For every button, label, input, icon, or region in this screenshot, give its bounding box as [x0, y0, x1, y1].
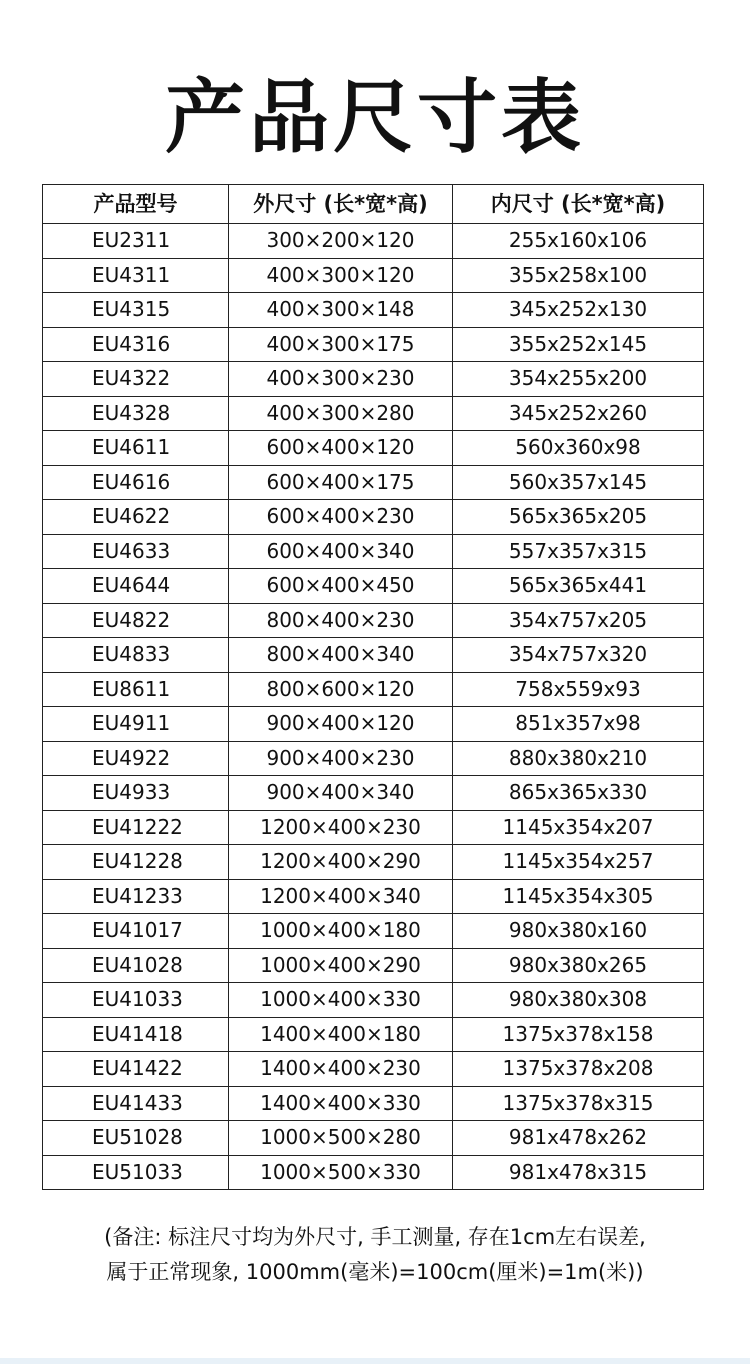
footnote-line-2: 属于正常现象, 1000mm(毫米)=100cm(厘米)=1m(米))	[106, 1260, 644, 1284]
cell-outer-size: 300×200×120	[229, 224, 453, 259]
cell-outer-size: 600×400×340	[229, 534, 453, 569]
table-row	[43, 362, 704, 397]
table-row	[43, 396, 704, 431]
cell-outer-size: 900×400×120	[229, 707, 453, 742]
cell-inner-size: 1145x354x305	[453, 879, 704, 914]
cell-inner-size: 1145x354x207	[453, 810, 704, 845]
cell-outer-size: 1200×400×290	[229, 845, 453, 880]
cell-model: EU41433	[43, 1086, 229, 1121]
cell-inner-size: 980x380x160	[453, 914, 704, 949]
cell-inner-size: 1375x378x208	[453, 1052, 704, 1087]
table-row	[43, 638, 704, 673]
cell-inner-size: 981x478x315	[453, 1155, 704, 1190]
cell-model: EU41228	[43, 845, 229, 880]
cell-model: EU4933	[43, 776, 229, 811]
table-row	[43, 707, 704, 742]
cell-outer-size: 600×400×120	[229, 431, 453, 466]
cell-model: EU4616	[43, 465, 229, 500]
table-header	[43, 185, 704, 224]
cell-inner-size: 865x365x330	[453, 776, 704, 811]
table-row	[43, 741, 704, 776]
table-row	[43, 500, 704, 535]
table-row	[43, 810, 704, 845]
table-row	[43, 224, 704, 259]
cell-outer-size: 400×300×230	[229, 362, 453, 397]
cell-model: EU41033	[43, 983, 229, 1018]
header-inner-size: 内尺寸 (长*宽*高)	[453, 185, 704, 224]
table-row	[43, 1052, 704, 1087]
cell-inner-size: 851x357x98	[453, 707, 704, 742]
cell-inner-size: 560x360x98	[453, 431, 704, 466]
table-row	[43, 293, 704, 328]
cell-outer-size: 1000×500×330	[229, 1155, 453, 1190]
cell-inner-size: 355x252x145	[453, 327, 704, 362]
cell-outer-size: 900×400×340	[229, 776, 453, 811]
cell-inner-size: 880x380x210	[453, 741, 704, 776]
cell-model: EU51033	[43, 1155, 229, 1190]
cell-inner-size: 981x478x262	[453, 1121, 704, 1156]
table-row	[43, 569, 704, 604]
cell-outer-size: 600×400×230	[229, 500, 453, 535]
cell-inner-size: 1375x378x158	[453, 1017, 704, 1052]
table-body	[43, 224, 704, 1190]
cell-model: EU41233	[43, 879, 229, 914]
cell-outer-size: 400×300×175	[229, 327, 453, 362]
table-row	[43, 465, 704, 500]
cell-inner-size: 560x357x145	[453, 465, 704, 500]
cell-inner-size: 1145x354x257	[453, 845, 704, 880]
header-row	[43, 185, 704, 224]
cell-model: EU4922	[43, 741, 229, 776]
cell-outer-size: 600×400×450	[229, 569, 453, 604]
cell-outer-size: 1200×400×230	[229, 810, 453, 845]
cell-outer-size: 800×600×120	[229, 672, 453, 707]
cell-outer-size: 900×400×230	[229, 741, 453, 776]
cell-outer-size: 800×400×230	[229, 603, 453, 638]
cell-model: EU4311	[43, 258, 229, 293]
table-row	[43, 431, 704, 466]
cell-inner-size: 345x252x260	[453, 396, 704, 431]
cell-model: EU4611	[43, 431, 229, 466]
footnote-line-1: (备注: 标注尺寸均为外尺寸, 手工测量, 存在1cm左右误差,	[104, 1225, 646, 1249]
table-row	[43, 603, 704, 638]
cell-outer-size: 1400×400×230	[229, 1052, 453, 1087]
table-row	[43, 258, 704, 293]
cell-model: EU2311	[43, 224, 229, 259]
cell-model: EU4322	[43, 362, 229, 397]
table-row	[43, 948, 704, 983]
header-model: 产品型号	[43, 185, 229, 224]
cell-model: EU4328	[43, 396, 229, 431]
cell-model: EU4315	[43, 293, 229, 328]
cell-inner-size: 1375x378x315	[453, 1086, 704, 1121]
table-row	[43, 914, 704, 949]
cell-model: EU4822	[43, 603, 229, 638]
cell-outer-size: 400×300×120	[229, 258, 453, 293]
cell-outer-size: 400×300×280	[229, 396, 453, 431]
table-row	[43, 672, 704, 707]
cell-inner-size: 565x365x205	[453, 500, 704, 535]
header-outer-size: 外尺寸 (长*宽*高)	[229, 185, 453, 224]
cell-inner-size: 557x357x315	[453, 534, 704, 569]
cell-outer-size: 1000×400×180	[229, 914, 453, 949]
table-row	[43, 327, 704, 362]
cell-inner-size: 980x380x265	[453, 948, 704, 983]
table-row	[43, 1017, 704, 1052]
table-row	[43, 845, 704, 880]
cell-model: EU41422	[43, 1052, 229, 1087]
size-table	[42, 184, 704, 1190]
cell-model: EU4644	[43, 569, 229, 604]
cell-outer-size: 800×400×340	[229, 638, 453, 673]
cell-outer-size: 1200×400×340	[229, 879, 453, 914]
table-row	[43, 1155, 704, 1190]
table-row	[43, 534, 704, 569]
cell-inner-size: 345x252x130	[453, 293, 704, 328]
cell-model: EU41028	[43, 948, 229, 983]
cell-inner-size: 354x757x205	[453, 603, 704, 638]
cell-inner-size: 980x380x308	[453, 983, 704, 1018]
table-row	[43, 776, 704, 811]
cell-model: EU8611	[43, 672, 229, 707]
cell-outer-size: 600×400×175	[229, 465, 453, 500]
table-row	[43, 879, 704, 914]
cell-outer-size: 400×300×148	[229, 293, 453, 328]
cell-inner-size: 355x258x100	[453, 258, 704, 293]
cell-model: EU4316	[43, 327, 229, 362]
cell-inner-size: 354x255x200	[453, 362, 704, 397]
cell-model: EU4622	[43, 500, 229, 535]
cell-model: EU4911	[43, 707, 229, 742]
page-title: 产品尺寸表	[165, 71, 585, 164]
cell-model: EU41017	[43, 914, 229, 949]
cell-inner-size: 565x365x441	[453, 569, 704, 604]
footnote	[0, 1220, 750, 1290]
cell-outer-size: 1400×400×180	[229, 1017, 453, 1052]
table-row	[43, 1121, 704, 1156]
cell-outer-size: 1400×400×330	[229, 1086, 453, 1121]
bottom-divider	[0, 1358, 750, 1364]
cell-inner-size: 758x559x93	[453, 672, 704, 707]
cell-inner-size: 354x757x320	[453, 638, 704, 673]
table-row	[43, 983, 704, 1018]
cell-model: EU51028	[43, 1121, 229, 1156]
cell-outer-size: 1000×400×290	[229, 948, 453, 983]
table-row	[43, 1086, 704, 1121]
cell-model: EU4833	[43, 638, 229, 673]
cell-model: EU41418	[43, 1017, 229, 1052]
cell-inner-size: 255x160x106	[453, 224, 704, 259]
cell-model: EU4633	[43, 534, 229, 569]
cell-outer-size: 1000×400×330	[229, 983, 453, 1018]
cell-model: EU41222	[43, 810, 229, 845]
cell-outer-size: 1000×500×280	[229, 1121, 453, 1156]
